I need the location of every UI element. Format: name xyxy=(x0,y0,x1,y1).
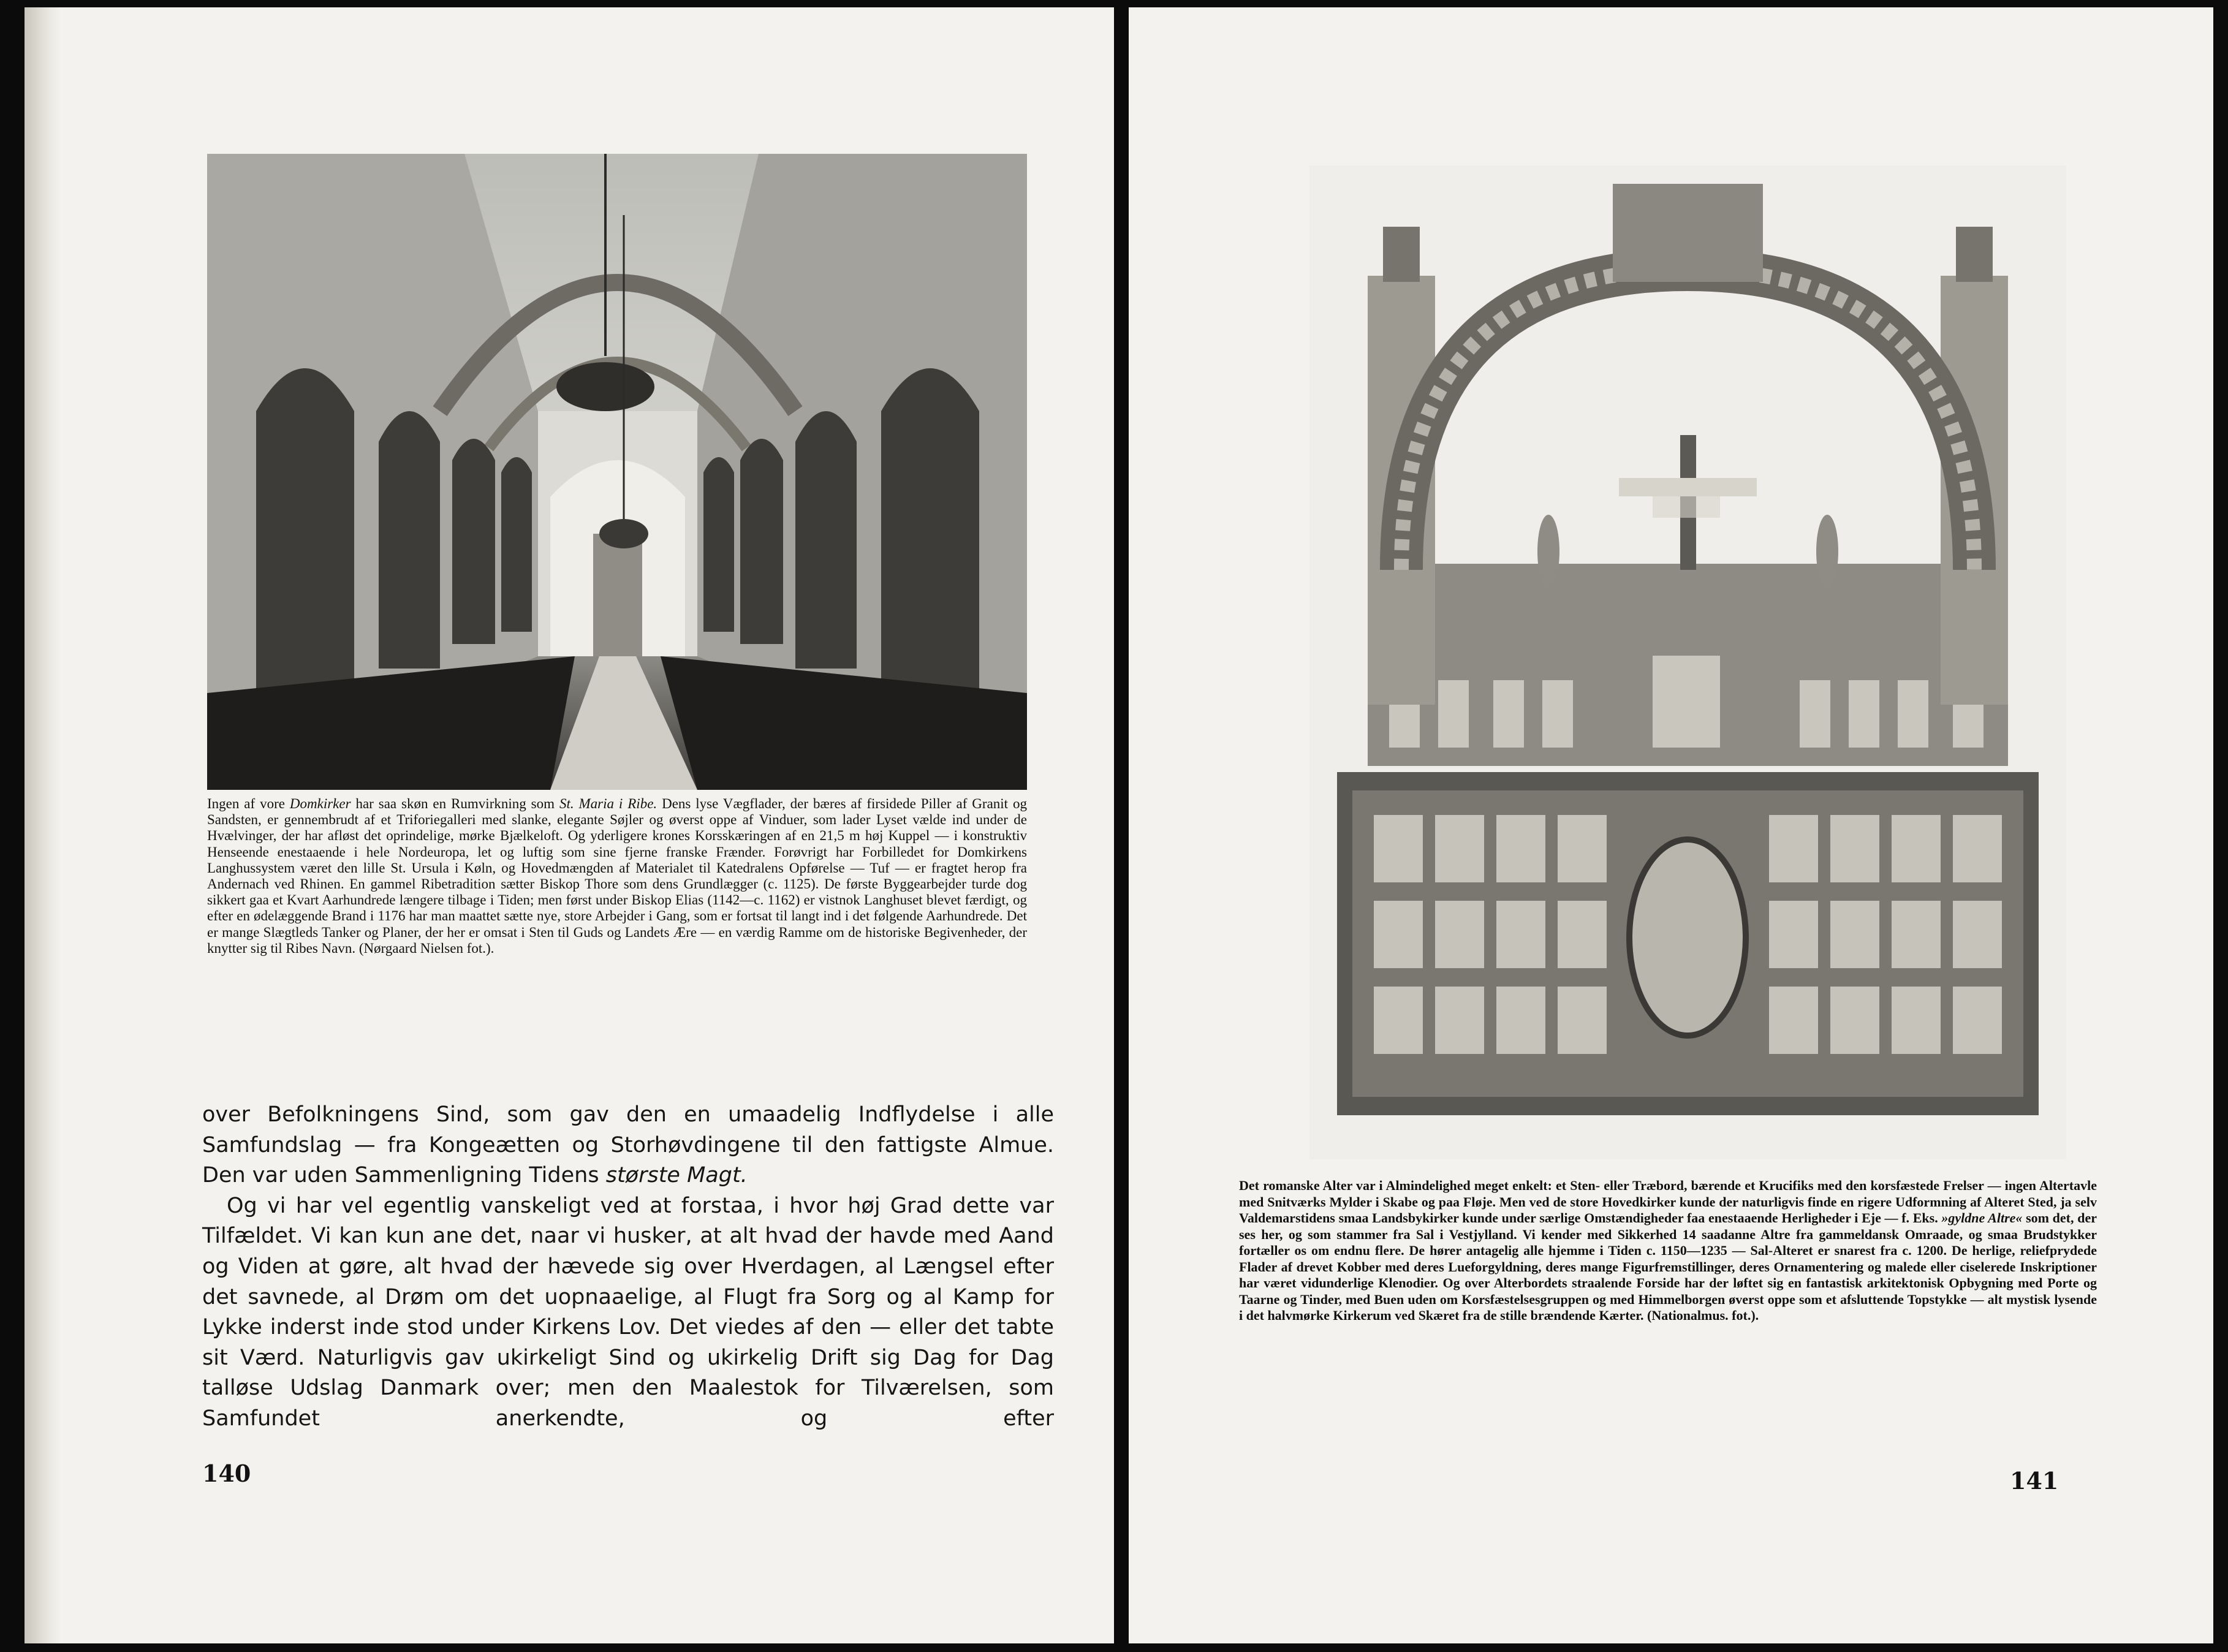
cathedral-photo-caption xyxy=(207,796,1027,957)
body-paragraph-1 xyxy=(202,1100,1054,1191)
caption-text: Ingen af vore xyxy=(207,796,290,811)
page-number-left: 140 xyxy=(202,1460,251,1487)
right-page xyxy=(1129,7,2213,1643)
golden-altar-photo xyxy=(1309,165,2066,1159)
caption-emphasis: Domkirker xyxy=(289,796,351,811)
body-text xyxy=(202,1100,1054,1434)
body-paragraph-2 xyxy=(202,1191,1054,1434)
caption-text: Dens lyse Vægflader, der bæres af firsidede Piller af Granit og Sandsten, er gennembrudt af et Triforiegalleri med slanke, elegante Søjler og øverst oppe af Vinduer, som lader Lyset vælde ind under de Hvælvinger, der har afløst det oprindelige, mørke Bjælkeloft. Og yderligere krones Korsskæringen af en 21,5 m høj Kuppel — i konstruktiv Henseende enestaaende i hele Nordeuropa, let og luftig som sine fjerne franske Frænder. Forøvrigt har Forbilledet for Domkirkens Langhussystem været den lille St. Ursula i Køln, og Hovedmængden af Materialet til Katedralens Opførelse — Tuf — er fragtet herop fra Andernach ved Rhinen. En gammel Ribetradition sætter Biskop Thore som dens Grundlægger (c. 1125). De første Byggearbejder turde dog sikkert gaa et Kvart Aarhundrede længere tilbage i Tiden; men først under Biskop Elias (1142—c. 1162) er vistnok Langhuset blevet færdigt, og efter en ødelæggende Brand i 1176 har man maattet sætte nye, store Arbejder i Gang, som er fortsat til langt ind i det følgende Aarhundrede. Det er mange Slægtleds Tanker og Planer, der her er omsat i Sten til Guds og Landets Ære — en værdig Ramme om de historiske Begivenheder, der knytter sig til Ribes Navn. (Nørgaard Nielsen fot.). xyxy=(207,796,1027,956)
caption-emphasis: »gyldne Altre« xyxy=(1941,1210,2023,1226)
left-page xyxy=(25,7,1114,1643)
caption-text: har saa skøn en Rumvirkning som xyxy=(350,796,559,811)
page-gutter-shadow xyxy=(25,7,61,1643)
page-number-right: 141 xyxy=(2010,1467,2059,1495)
caption-text: som det, der ses her, og som stammer fra Sal i Vestjylland. Vi kender med Sikkerhed 14 saadanne Altre fra gammeldansk Omraade, og smaa Brudstykker fortæller os om endnu flere. De hører antagelig alle hjemme i Tiden c. 1150—1235 — Sal-Alteret er snarest fra c. 1200. De herlige, reliefprydede Flader af drevet Kobber med deres Lueforgyldning, deres mange Figurfremstillinger, deres Ornamentering og malede eller ciselerede Inskriptioner har været vidunderlige Klenodier. Og over Alterbordets straalende Forside har der løftet sig en fantastisk arkitektonisk Opbygning med Porte og Taarne og Tinder, med Buen uden om Korsfæstelsesgruppen og med Himmelborgen øverst oppe som et afsluttende Topstykke — alt mystisk lysende i det halvmørke Kirkerum ved Skæret fra de stille brændende Kærter. (Nationalmus. fot.). xyxy=(1239,1210,2097,1323)
paragraph-text: over Befolkningens Sind, som gav den en umaadelig Indflydelse i alle Samfundslag — fra Kongeætten og Storhøvdingene til den fattigste Almue. Den var uden Sammenligning Tidens xyxy=(202,1102,1054,1188)
caption-text: Det romanske Alter var i Almindelighed meget enkelt: et Sten- eller Træbord, bærende et Krucifiks med den korsfæstede Frelser — ingen Altertavle med Snitværks Mylder i Skabe og paa Fløje. Men ved de store Hovedkirker kunde der naturligvis finde en rigere Udformning af Alteret Sted, ja selv Valdemarstidens smaa Landsbykirker kunde under særlige Omstændigheder faa enestaaende Herligheder i Eje — f. Eks. xyxy=(1239,1178,2097,1226)
paragraph-text: Og vi har vel egentlig vanskeligt ved at forstaa, i hvor høj Grad dette var Tilfældet. Vi kan kun ane det, naar vi husker, at alt hvad der havde med Aand og Viden at gøre, alt hvad der hævede sig over Hverdagen, al Længsel efter det savnede, al Drøm om det uopnaaelige, al Flugt fra Sorg og al Kamp for Lykke inderst inde stod under Kirkens Lov. Det viedes af den — eller det tabte sit Værd. Naturligvis gav ukirkeligt Sind og ukirkelig Drift sig Dag for Dag talløse Udslag Danmark over; men den Maalestok for Tilværelsen, som Samfundet anerkendte, og efter xyxy=(202,1193,1054,1431)
altar-photo-caption xyxy=(1239,1178,2097,1324)
paragraph-emphasis: største Magt. xyxy=(605,1163,748,1188)
cathedral-interior-photo xyxy=(207,154,1027,790)
caption-emphasis: St. Maria i Ribe. xyxy=(559,796,657,811)
